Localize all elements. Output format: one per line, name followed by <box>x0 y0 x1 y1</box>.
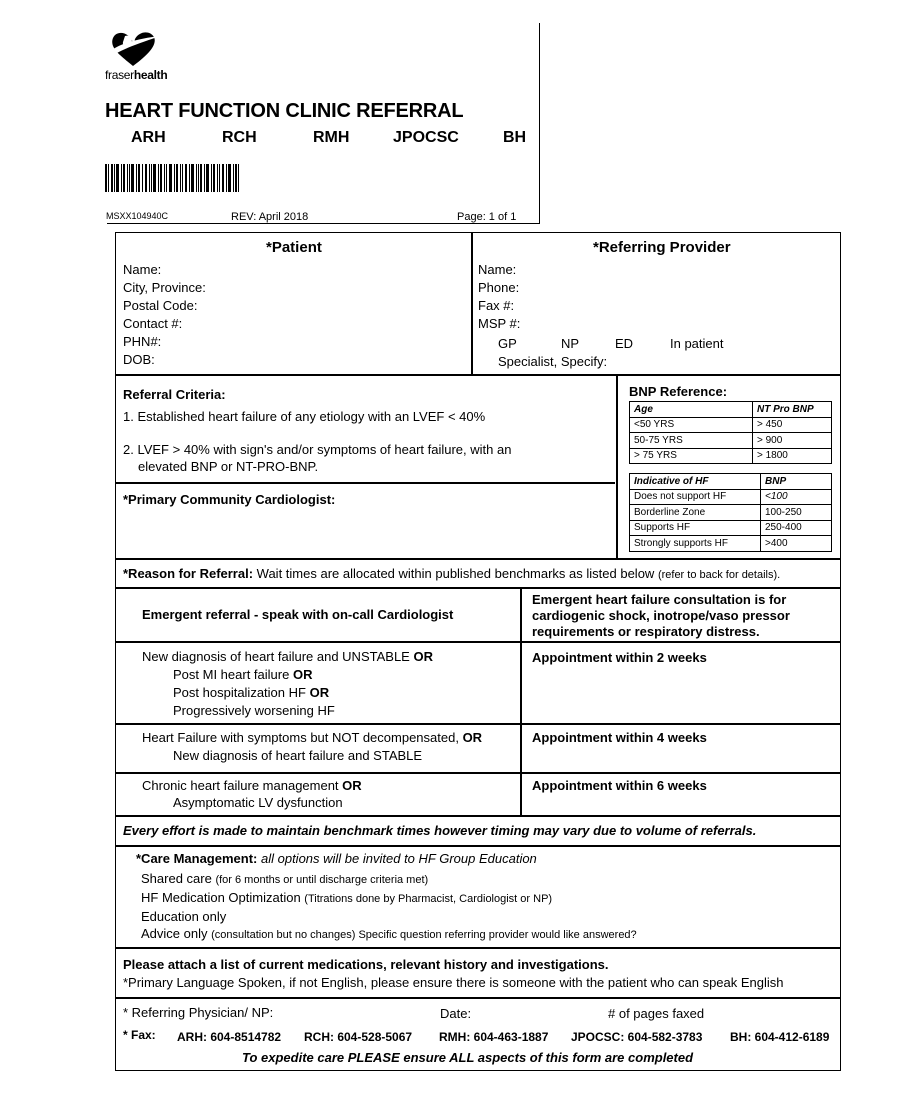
row-not-decompensated-line1 <box>142 730 482 745</box>
page-number: Page: 1 of 1 <box>457 211 517 223</box>
criteria-item-2-cont: elevated BNP or NT-PRO-BNP. <box>138 459 319 474</box>
table-cell: > 450 <box>753 417 832 433</box>
appointment-4-weeks: Appointment within 4 weeks <box>532 730 707 745</box>
provider-name-field[interactable]: Name: <box>478 262 517 277</box>
fax-arh: ARH: 604-8514782 <box>177 1030 282 1044</box>
care-option-shared[interactable] <box>141 871 428 886</box>
table-cell: >400 <box>761 536 832 552</box>
text: New diagnosis of heart failure and UNSTABLE <box>142 649 414 664</box>
provider-type-ed[interactable]: ED <box>615 336 634 351</box>
row-not-decompensated-line2: New diagnosis of heart failure and STABLE <box>173 748 423 763</box>
appointment-2-weeks: Appointment within 2 weeks <box>532 650 707 665</box>
fraser-health-logo <box>103 28 173 86</box>
care-option-medication[interactable] <box>141 890 552 905</box>
revision: REV: April 2018 <box>231 211 309 223</box>
patient-city-field[interactable]: City, Province: <box>123 280 206 295</box>
patient-postal-field[interactable]: Postal Code: <box>123 298 198 313</box>
patient-phn-field[interactable]: PHN#: <box>123 334 162 349</box>
header-rule <box>107 223 540 224</box>
care-option-education[interactable]: Education only <box>141 909 227 924</box>
or-label: OR <box>413 649 433 664</box>
table-row <box>630 536 832 552</box>
or-label: OR <box>462 730 483 745</box>
bnp-ntprobnp-header: NT Pro BNP <box>753 402 832 418</box>
provider-phone-field[interactable]: Phone: <box>478 280 520 295</box>
logo-text-regular: fraser <box>105 68 134 82</box>
reason-for-referral <box>123 566 780 581</box>
care-note: all options will be invited to HF Group Education <box>257 851 537 866</box>
text: Shared care <box>141 871 216 886</box>
provider-type-np[interactable]: NP <box>561 336 580 351</box>
table-cell: > 75 YRS <box>630 448 753 464</box>
text: HF Medication Optimization <box>141 890 305 905</box>
site-rch: RCH <box>222 129 257 146</box>
fax-jpocsc: JPOCSC: 604-582-3783 <box>571 1030 703 1044</box>
patient-contact-field[interactable]: Contact #: <box>123 316 183 331</box>
logo-text-bold: health <box>133 68 168 82</box>
care-option-advice[interactable] <box>141 926 637 941</box>
row-chronic-line2: Asymptomatic LV dysfunction <box>173 795 343 810</box>
provider-type-gp[interactable]: GP <box>498 336 517 351</box>
table-cell: > 900 <box>753 433 832 449</box>
patient-heading: *Patient <box>266 239 322 256</box>
or-label: OR <box>309 685 330 700</box>
table-row <box>630 433 832 449</box>
criteria-item-2: 2. LVEF > 40% with sign's and/or symptoms of heart failure, with an <box>123 442 512 457</box>
site-arh: ARH <box>131 129 166 146</box>
cardiologist-field[interactable]: *Primary Community Cardiologist: <box>123 492 336 507</box>
reason-text: Wait times are allocated within published benchmarks as listed below <box>253 566 658 581</box>
language-instruction: *Primary Language Spoken, if not English, please ensure there is someone with the patient who can speak English <box>123 975 784 990</box>
provider-type-inpatient[interactable]: In patient <box>670 336 724 351</box>
bnp-age-table <box>629 401 832 464</box>
row-unstable-line4: Progressively worsening HF <box>173 703 335 718</box>
reason-small: (refer to back for details). <box>657 569 781 581</box>
row-unstable-line2 <box>173 667 312 682</box>
referral-form <box>115 232 841 1071</box>
row-unstable-line1 <box>142 649 433 664</box>
emergent-referral-label: Emergent referral - speak with on-call Cardiologist <box>142 607 454 622</box>
table-cell: <50 YRS <box>630 417 753 433</box>
criteria-heading: Referral Criteria: <box>123 387 226 402</box>
heart-logo-icon <box>103 28 163 68</box>
table-cell: Strongly supports HF <box>630 536 761 552</box>
patient-name-field[interactable]: Name: <box>123 262 162 277</box>
text-small: (for 6 months or until discharge criteria met) <box>215 874 429 886</box>
bnp-indicative-header: Indicative of HF <box>630 474 761 490</box>
bnp-bnp-header: BNP <box>761 474 832 490</box>
table-cell: 250-400 <box>761 520 832 536</box>
table-cell: 100-250 <box>761 505 832 521</box>
patient-dob-field[interactable]: DOB: <box>123 352 155 367</box>
provider-fax-field[interactable]: Fax #: <box>478 298 515 313</box>
care-management-heading <box>136 851 537 866</box>
criteria-item-1: 1. Established heart failure of any etiology with an LVEF < 40% <box>123 409 486 424</box>
attach-instruction: Please attach a list of current medications, relevant history and investigations. <box>123 957 609 972</box>
bnp-indicative-table <box>629 473 832 552</box>
fax-bh: BH: 604-412-6189 <box>730 1030 830 1044</box>
pages-faxed-field[interactable]: # of pages faxed <box>608 1006 705 1021</box>
table-cell: 50-75 YRS <box>630 433 753 449</box>
form-title: HEART FUNCTION CLINIC REFERRAL <box>105 100 464 122</box>
table-cell: Does not support HF <box>630 489 761 505</box>
table-row <box>630 520 832 536</box>
appointment-6-weeks: Appointment within 6 weeks <box>532 778 707 793</box>
referring-physician-field[interactable]: * Referring Physician/ NP: <box>123 1005 274 1020</box>
or-label: OR <box>342 778 362 793</box>
table-row <box>630 448 832 464</box>
text: Post MI heart failure <box>173 667 293 682</box>
text: Chronic heart failure management <box>142 778 343 793</box>
benchmark-note: Every effort is made to maintain benchmark times however timing may vary due to volume of referrals. <box>123 823 757 838</box>
provider-specialist-field[interactable]: Specialist, Specify: <box>498 354 608 369</box>
emergent-consultation-note: Emergent heart failure consultation is for cardiogenic shock, inotrope/vaso pressor requirements or respiratory distress. <box>532 592 790 639</box>
text: Heart Failure with symptoms but NOT decompensated, <box>142 730 463 745</box>
table-cell: Supports HF <box>630 520 761 536</box>
row-unstable-line3 <box>173 685 329 700</box>
care-label: *Care Management: <box>136 851 258 866</box>
table-row <box>630 489 832 505</box>
table-row <box>630 417 832 433</box>
fax-rmh: RMH: 604-463-1887 <box>439 1030 549 1044</box>
reason-label: *Reason for Referral: <box>123 566 254 581</box>
provider-msp-field[interactable]: MSP #: <box>478 316 521 331</box>
site-jpocsc: JPOCSC <box>393 129 459 146</box>
site-rmh: RMH <box>313 129 350 146</box>
table-cell: > 1800 <box>753 448 832 464</box>
row-chronic-line1 <box>142 778 362 793</box>
text-small: (consultation but no changes) Specific question referring provider would like answered? <box>211 929 637 941</box>
fax-label: * Fax: <box>123 1028 156 1042</box>
table-cell: <100 <box>761 489 832 505</box>
provider-heading: *Referring Provider <box>593 239 731 256</box>
expedite-note: To expedite care PLEASE ensure ALL aspects of this form are completed <box>242 1050 694 1065</box>
text: Advice only <box>141 926 212 941</box>
text: Post hospitalization HF <box>173 685 310 700</box>
bnp-heading: BNP Reference: <box>629 384 728 399</box>
table-cell: Borderline Zone <box>630 505 761 521</box>
date-field[interactable]: Date: <box>440 1006 472 1021</box>
site-bh: BH <box>503 129 527 146</box>
barcode <box>105 164 239 192</box>
fax-rch: RCH: 604-528-5067 <box>304 1030 413 1044</box>
bnp-age-header: Age <box>630 402 753 418</box>
or-label: OR <box>292 667 313 682</box>
table-row <box>630 505 832 521</box>
form-code: MSXX104940C <box>106 211 169 221</box>
header-divider <box>539 23 540 224</box>
text-small: (Titrations done by Pharmacist, Cardiologist or NP) <box>304 893 553 905</box>
